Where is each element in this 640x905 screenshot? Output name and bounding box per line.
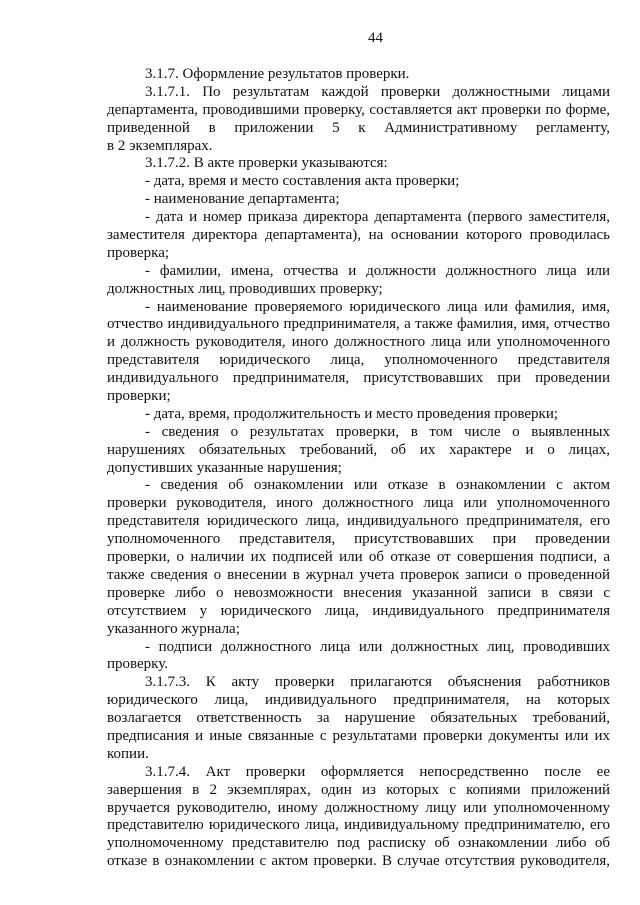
text-line: в 2 экземплярах. [107, 137, 213, 154]
text-line: 3.1.7.4. Акт проверки оформляется непосредственно после ее [145, 763, 610, 780]
text-line: - подписи должностного лица или должностных лиц, проводивших [145, 638, 610, 655]
text-line: отказе в ознакомлении с актом проверки. В случае отсутствия руководителя, [107, 853, 610, 870]
text-line: индивидуального предпринимателя, присутствовавших при проведении [107, 370, 610, 387]
text-line: предписания и иные связанные с результатами проверки документы или их [107, 727, 610, 744]
text-line: департамента, проводившими проверку, составляется акт проверки по форме, [107, 101, 610, 118]
page-number: 44 [368, 30, 383, 46]
paragraph [107, 477, 610, 638]
text-line: копии. [107, 745, 149, 762]
text-line: уполномоченного представителя, присутствовавших при проведении [107, 531, 610, 548]
text-line: - наименование проверяемого юридического лица или фамилия, имя, [145, 298, 610, 315]
text-line: - дата, время и место составления акта проверки; [145, 173, 460, 190]
text-line: также сведения о внесении в журнал учета проверок записи о проведенной [107, 566, 610, 583]
text-line: возлагается ответственность за нарушение обязательных требований, [107, 710, 610, 727]
paragraph [107, 639, 610, 675]
paragraph [107, 764, 610, 871]
text-line: и должность руководителя, иного должностного лица или уполномоченного [107, 334, 610, 351]
paragraph [107, 406, 610, 424]
text-line: 3.1.7. Оформление результатов проверки. [145, 66, 410, 82]
text-line: проверки; [107, 388, 171, 405]
text-line: отсутствием у юридического лица, индивидуального предпринимателя [107, 602, 610, 619]
paragraph [107, 674, 610, 763]
text-line: 3.1.7.2. В акте проверки указываются: [145, 155, 388, 172]
text-line: приведенной в приложении 5 к Административному регламенту, [107, 119, 610, 136]
text-line: должностных лиц, проводивших проверку; [107, 280, 383, 297]
text-line: проверке либо о невозможности внесения указанной записи в связи с [107, 584, 610, 601]
document-body [107, 66, 610, 871]
text-line: - наименование департамента; [145, 191, 340, 208]
paragraph [107, 173, 610, 191]
text-line: отчество индивидуального предпринимателя, а также фамилия, имя, отчество [107, 316, 610, 333]
paragraph [107, 155, 610, 173]
paragraph [107, 191, 610, 209]
paragraph [107, 84, 610, 156]
paragraph [107, 299, 610, 406]
text-line: уполномоченному представителю под расписку об ознакомлении либо об [107, 835, 610, 852]
text-line: - сведения об ознакомлении или отказе в ознакомлении с актом [145, 477, 610, 494]
paragraph [107, 66, 610, 84]
text-line: проверки, о наличии их подписей или об отказе от совершения подписи, а [107, 549, 610, 566]
text-line: проверки руководителя, иного должностного лица или уполномоченного [107, 495, 610, 512]
text-line: представителя юридического лица, уполномоченного представителя [107, 352, 610, 369]
paragraph [107, 263, 610, 299]
text-line: допустивших указанные нарушения; [107, 459, 342, 476]
text-line: 3.1.7.1. По результатам каждой проверки должностными лицами [145, 83, 610, 100]
text-line: - дата и номер приказа директора департамента (первого заместителя, [145, 209, 610, 226]
text-line: проверку. [107, 656, 169, 673]
paragraph [107, 424, 610, 478]
text-line: 3.1.7.3. К акту проверки прилагаются объяснения работников [145, 674, 610, 691]
text-line: нарушениях обязательных требований, об их характере и о лицах, [107, 441, 610, 458]
text-line: завершения в 2 экземплярах, один из которых с копиями приложений [107, 781, 610, 798]
text-line: проверка; [107, 244, 170, 261]
text-line: юридического лица, индивидуального предпринимателя, на которых [107, 692, 610, 709]
text-line: вручается руководителю, иному должностному лицу или уполномоченному [107, 799, 610, 816]
text-line: указанного журнала; [107, 620, 240, 637]
text-line: - фамилии, имена, отчества и должности должностного лица или [145, 262, 610, 279]
text-line: - дата, время, продолжительность и место проведения проверки; [145, 405, 559, 422]
paragraph [107, 209, 610, 263]
text-line: - сведения о результатах проверки, в том числе о выявленных [145, 423, 610, 440]
text-line: представителю юридического лица, индивидуальному предпринимателю, его [107, 817, 610, 834]
text-line: заместителя директора департамента), на основании которого проводилась [107, 227, 610, 244]
text-line: представителя юридического лица, индивидуального предпринимателя, его [107, 513, 610, 530]
